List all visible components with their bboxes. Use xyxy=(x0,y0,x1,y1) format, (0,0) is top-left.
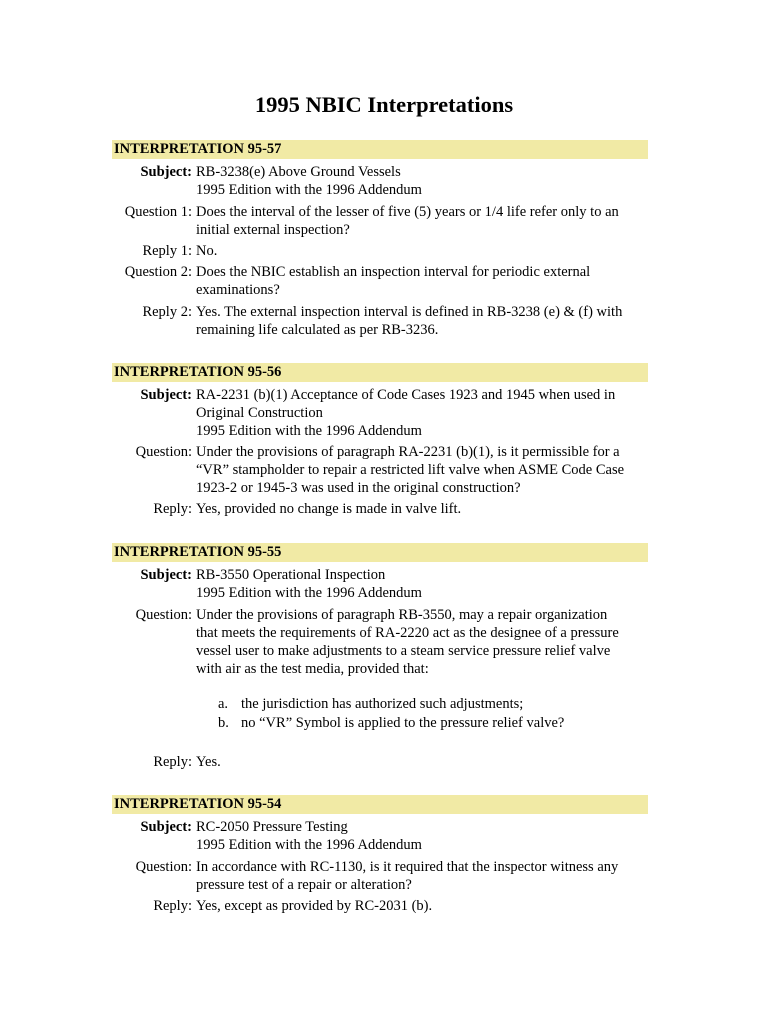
reply-label: Reply 1: xyxy=(142,243,192,259)
question-label: Question: xyxy=(135,859,192,875)
subject-text xyxy=(196,386,644,440)
text-line: RB-3238(e) Above Ground Vessels xyxy=(196,164,401,180)
text-line: 1995 Edition with the 1996 Addendum xyxy=(196,182,422,198)
text-line: 1995 Edition with the 1996 Addendum xyxy=(196,423,422,439)
text-line: Yes, provided no change is made in valve lift. xyxy=(196,501,462,517)
text-line: remaining life calculated as per RB-3236. xyxy=(196,322,439,338)
question-label: Question: xyxy=(135,444,192,460)
subject-text xyxy=(196,818,644,854)
text-line: RC-2050 Pressure Testing xyxy=(196,819,348,835)
question-text xyxy=(196,606,644,678)
interpretation-header: INTERPRETATION 95-56 xyxy=(112,363,648,382)
text-line: vessel user to make adjustments to a steam service pressure relief valve xyxy=(196,643,611,659)
text-line: Does the NBIC establish an inspection interval for periodic external xyxy=(196,264,591,280)
text-line: Under the provisions of paragraph RA-2231 (b)(1), is it permissible for a xyxy=(196,444,620,460)
text-line: Does the interval of the lesser of five (5) years or 1/4 life refer only to an xyxy=(196,204,619,220)
interpretation-header: INTERPRETATION 95-55 xyxy=(112,543,648,562)
subject-label: Subject: xyxy=(140,819,192,835)
reply-label: Reply: xyxy=(153,501,192,517)
text-line: 1995 Edition with the 1996 Addendum xyxy=(196,585,422,601)
text-line: that meets the requirements of RA-2220 act as the designee of a pressure xyxy=(196,625,619,641)
text-line: Original Construction xyxy=(196,405,323,421)
subject-text xyxy=(196,566,644,602)
question-label: Question 1: xyxy=(124,204,192,220)
text-line: Yes. The external inspection interval is defined in RB-3238 (e) & (f) with xyxy=(196,304,623,320)
list-item-text: the jurisdiction has authorized such adjustments; xyxy=(241,696,524,712)
reply-label: Reply: xyxy=(153,754,192,770)
page-title: 1995 NBIC Interpretations xyxy=(254,92,514,117)
text-line: Under the provisions of paragraph RB-3550, may a repair organization xyxy=(196,607,608,623)
reply-text xyxy=(196,897,644,915)
text-line: Yes, except as provided by RC-2031 (b). xyxy=(196,898,433,914)
text-line: In accordance with RC-1130, is it required that the inspector witness any xyxy=(196,859,619,875)
text-line: No. xyxy=(196,243,218,259)
text-line: 1923-2 or 1945-3 was used in the original construction? xyxy=(196,480,521,496)
text-line: RA-2231 (b)(1) Acceptance of Code Cases 1923 and 1945 when used in xyxy=(196,387,616,403)
list-item-text: no “VR” Symbol is applied to the pressure relief valve? xyxy=(241,715,565,731)
question-text xyxy=(196,263,644,299)
subject-label: Subject: xyxy=(140,387,192,403)
text-line: “VR” stampholder to repair a restricted lift valve when ASME Code Case xyxy=(196,462,625,478)
text-line: with air as the test media, provided that: xyxy=(196,661,429,677)
reply-text xyxy=(196,500,644,518)
text-line: examinations? xyxy=(196,282,280,298)
question-label: Question 2: xyxy=(124,264,192,280)
subject-label: Subject: xyxy=(140,164,192,180)
text-line: pressure test of a repair or alteration? xyxy=(196,877,412,893)
question-label: Question: xyxy=(135,607,192,623)
reply-text xyxy=(196,242,644,260)
question-text xyxy=(196,203,644,239)
reply-text xyxy=(196,303,644,339)
reply-label: Reply: xyxy=(153,898,192,914)
text-line: Yes. xyxy=(196,754,221,770)
reply-text xyxy=(196,753,644,771)
list-marker: b. xyxy=(218,715,229,731)
text-line: RB-3550 Operational Inspection xyxy=(196,567,386,583)
interpretation-header: INTERPRETATION 95-54 xyxy=(112,795,648,814)
subject-label: Subject: xyxy=(140,567,192,583)
text-line: 1995 Edition with the 1996 Addendum xyxy=(196,837,422,853)
subject-text xyxy=(196,163,644,199)
question-text xyxy=(196,443,644,497)
list-marker: a. xyxy=(218,696,229,712)
question-text xyxy=(196,858,644,894)
reply-label: Reply 2: xyxy=(142,304,192,320)
interpretation-header: INTERPRETATION 95-57 xyxy=(112,140,648,159)
text-line: initial external inspection? xyxy=(196,222,350,238)
